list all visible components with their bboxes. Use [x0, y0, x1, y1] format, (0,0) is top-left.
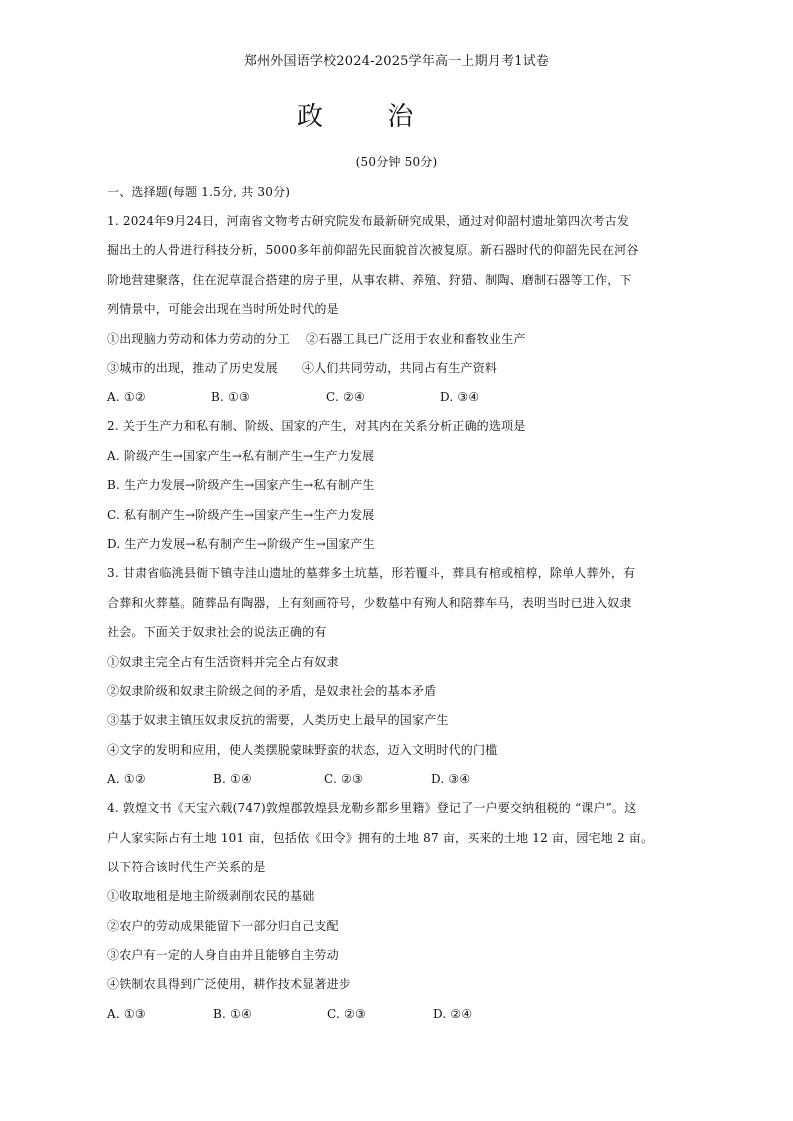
q2-choice-a[interactable]: A. 阶级产生→国家产生→私有制产生→生产力发展: [107, 449, 375, 463]
q1-line: 阶地营建聚落，住在泥草混合搭建的房子里，从事农耕、养殖、狩猎、制陶、磨制石器等工作，下: [107, 273, 632, 287]
q2-stem: 2. 关于生产力和私有制、阶级、国家的产生，对其内在关系分析正确的选项是: [107, 419, 526, 433]
q3-line: 社会。下面关于奴隶社会的说法正确的有: [107, 625, 327, 639]
q3-item: ②奴隶阶级和奴隶主阶级之间的矛盾，是奴隶社会的基本矛盾: [107, 684, 437, 698]
q1-line: 1. 2024年9月24日，河南省文物考古研究院发布最新研究成果，通过对仰韶村遗址第四次考古发: [107, 214, 630, 228]
option-b[interactable]: B. ①④: [213, 1007, 252, 1021]
q4-line: 4. 敦煌文书《天宝六载(747)敦煌郡敦煌县龙勒乡都乡里籍》登记了一户要交纳租税的 “课户”。这: [107, 801, 637, 815]
option-a[interactable]: A. ①②: [107, 772, 146, 786]
q3-item: ①奴隶主完全占有生活资料并完全占有奴隶: [107, 655, 339, 669]
q4-line: 以下符合该时代生产关系的是: [107, 860, 266, 874]
q1-options: [107, 389, 479, 405]
option-d[interactable]: D. ③④: [440, 390, 480, 404]
q1-line: 掘出土的人骨进行科技分析，5000多年前仰韶先民面貌首次被复原。新石器时代的仰韶先民在河谷: [107, 243, 639, 257]
q4-item: ④铁制农具得到广泛使用，耕作技术显著进步: [107, 977, 352, 991]
q1-line: 列情景中，可能会出现在当时所处时代的是: [107, 302, 339, 316]
option-a[interactable]: A. ①③: [107, 1007, 146, 1021]
q3-item: ④文字的发明和应用，使人类摆脱蒙昧野蛮的状态，迈入文明时代的门槛: [107, 743, 498, 757]
q3-line: 合葬和火葬墓。随葬品有陶器，上有刻画符号，少数墓中有殉人和陪葬车马，表明当时已进入奴隶: [107, 596, 632, 610]
q1-item: ③城市的出现，推动了历史发展 ④人们共同劳动，共同占有生产资料: [107, 361, 498, 375]
section-heading: 一、选择题(每题 1.5分, 共 30分): [107, 185, 291, 199]
option-b[interactable]: B. ①④: [213, 772, 252, 786]
subject-title: 政 治: [297, 102, 442, 132]
option-d[interactable]: D. ②④: [433, 1007, 473, 1021]
q4-item: ①收取地租是地主阶级剥削农民的基础: [107, 889, 315, 903]
q3-line: 3. 甘肃省临洮县衙下镇寺洼山遗址的墓葬多土坑墓，形若覆斗，葬具有棺或棺椁，除单人葬外，有: [107, 566, 636, 580]
q4-item: ③农户有一定的人身自由并且能够自主劳动: [107, 948, 339, 962]
q2-choice-c[interactable]: C. 私有制产生→阶级产生→国家产生→生产力发展: [107, 508, 375, 522]
q4-item: ②农户的劳动成果能留下一部分归自己支配: [107, 919, 339, 933]
option-c[interactable]: C. ②③: [324, 772, 363, 786]
q3-item: ③基于奴隶主镇压奴隶反抗的需要，人类历史上最早的国家产生: [107, 713, 449, 727]
exam-header: 郑州外国语学校2024-2025学年高一上期月考1试卷: [243, 54, 550, 69]
option-c[interactable]: C. ②④: [326, 390, 365, 404]
option-c[interactable]: C. ②③: [327, 1007, 366, 1021]
q2-choice-d[interactable]: D. 生产力发展→私有制产生→阶级产生→国家产生: [107, 537, 375, 551]
option-d[interactable]: D. ③④: [431, 772, 471, 786]
q1-item: ①出现脑力劳动和体力劳动的分工 ②石器工具已广泛用于农业和畜牧业生产: [107, 332, 526, 346]
time-score: (50分钟 50分): [355, 155, 438, 169]
q4-line: 户人家实际占有土地 101 亩，包括依《田令》拥有的土地 87 亩，买来的土地 12 亩，园宅地 2 亩。: [107, 831, 654, 845]
option-b[interactable]: B. ①③: [211, 390, 250, 404]
q4-options: [107, 1006, 472, 1022]
q2-choice-b[interactable]: B. 生产力发展→阶级产生→国家产生→私有制产生: [107, 478, 375, 492]
q3-options: [107, 771, 470, 787]
option-a[interactable]: A. ①②: [107, 390, 146, 404]
